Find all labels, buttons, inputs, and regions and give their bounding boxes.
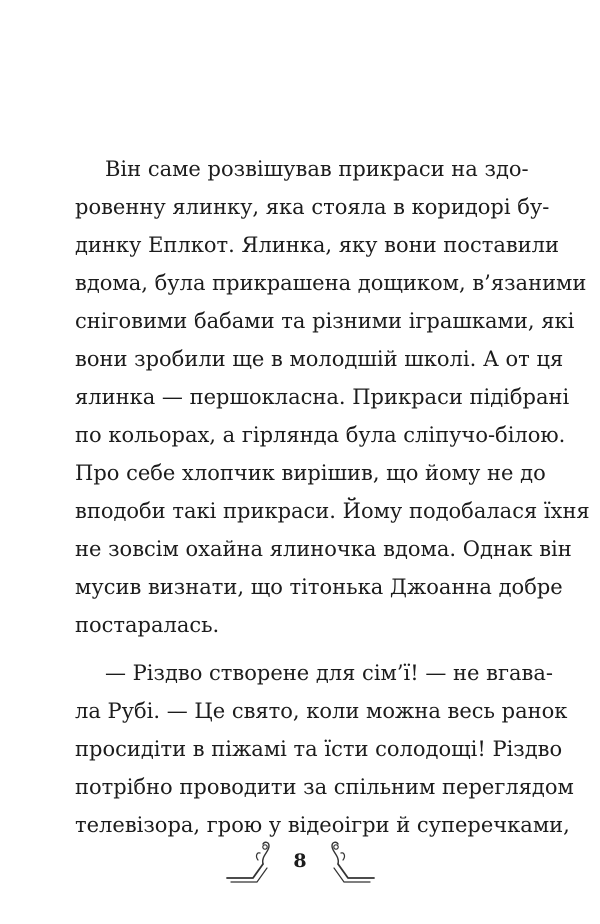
text-line: ялинка — першокласна. Прикраси підібрані	[75, 385, 570, 409]
paragraph-spacer	[75, 644, 527, 654]
text-line: постаралась.	[75, 613, 220, 637]
text-line: Про себе хлопчик вирішив, що йому не до	[75, 461, 546, 485]
right-flourish-icon	[328, 838, 376, 886]
text-line: сніговими бабами та різними іграшками, які	[75, 309, 575, 333]
body-text	[75, 150, 590, 844]
text-line: мусив визнати, що тітонька Джоанна добре	[75, 575, 563, 599]
paragraph-1	[75, 150, 590, 644]
text-line: вдома, була прикрашена дощиком, в’язаними	[75, 271, 587, 295]
text-line: Він саме розвішував прикраси на здо-	[105, 157, 529, 181]
text-line: вподоби такі прикраси. Йому подобалася їхня	[75, 499, 590, 523]
text-line: динку Еплкот. Ялинка, яку вони поставили	[75, 233, 560, 257]
text-line: просидіти в піжамі та їсти солодощі! Різдво	[75, 737, 563, 761]
page-number: 8	[293, 850, 307, 872]
text-line: не зовсім охайна ялиночка вдома. Однак він	[75, 537, 572, 561]
page-footer	[0, 838, 600, 888]
text-line: телевізора, грою у відеоігри й суперечками,	[75, 813, 570, 837]
text-line: потрібно проводити за спільним переглядом	[75, 775, 574, 799]
text-line: ла Рубі. — Це свято, коли можна весь ранок	[75, 699, 568, 723]
text-line: вони зробили ще в молодшій школі. А от ця	[75, 347, 564, 371]
text-line: — Різдво створене для сім’ї! — не вгава-	[105, 661, 553, 685]
paragraph-2	[75, 654, 574, 844]
text-line: ровенну ялинку, яка стояла в коридорі бу-	[75, 195, 550, 219]
text-line: по кольорах, а гірлянда була сліпучо-білою.	[75, 423, 566, 447]
